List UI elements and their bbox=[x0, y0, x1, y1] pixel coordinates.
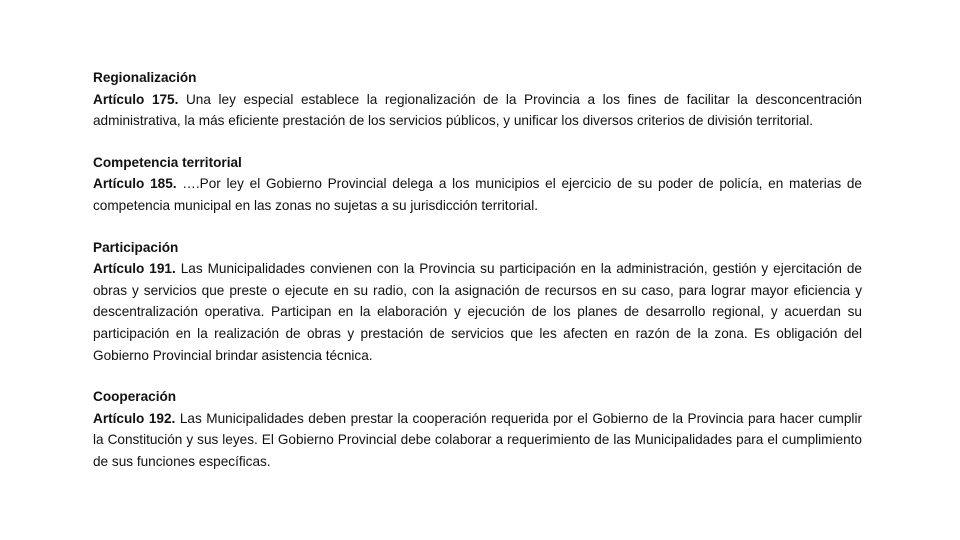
article-text: Las Municipalidades convienen con la Provincia su participación en la administración, gestión y ejercitación de obras y servicios que preste o ejecute en su radio, con la asignación de recursos en su caso, para lograr mayor eficiencia y descentralización operativa. Participan en la elaboración y ejecución de los planes de desarrollo regional, y acuerdan su participación en la realización de obras y prestación de servicios que les afecten en razón de la zona. Es obligación del Gobierno Provincial brindar asistencia técnica. bbox=[93, 261, 862, 363]
section-heading: Regionalización bbox=[93, 70, 197, 85]
article-paragraph bbox=[93, 258, 862, 366]
section-heading: Competencia territorial bbox=[93, 154, 242, 170]
section-cooperacion bbox=[93, 386, 862, 472]
article-label: Artículo 191. bbox=[93, 261, 176, 277]
article-text: ….Por ley el Gobierno Provincial delega a los municipios el ejercicio de su poder de policía, en materias de competencia municipal en las zonas no sujetas a su jurisdicción territorial. bbox=[93, 176, 862, 213]
article-label: Artículo 175. bbox=[93, 91, 179, 107]
article-text: Una ley especial establece la regionalización de la Provincia a los fines de facilitar la desconcentración administrativa, la más eficiente prestación de los servicios públicos, y unificar los diversos criterios de división territorial. bbox=[93, 91, 862, 129]
article-label: Artículo 192. bbox=[93, 410, 176, 426]
article-label: Artículo 185. bbox=[93, 176, 177, 192]
article-paragraph bbox=[93, 173, 862, 216]
section-regionalizacion bbox=[93, 67, 862, 132]
section-participacion bbox=[93, 237, 862, 367]
article-text: Las Municipalidades deben prestar la cooperación requerida por el Gobierno de la Provincia para hacer cumplir la Constitución y sus leyes. El Gobierno Provincial debe colaborar a requerimiento de las Municipalidades para el cumplimiento de sus funciones específicas. bbox=[93, 410, 863, 469]
section-heading: Participación bbox=[93, 239, 179, 255]
article-paragraph bbox=[93, 89, 862, 132]
article-paragraph bbox=[93, 408, 862, 473]
section-heading: Cooperación bbox=[93, 389, 177, 405]
section-competencia-territorial bbox=[93, 152, 862, 217]
